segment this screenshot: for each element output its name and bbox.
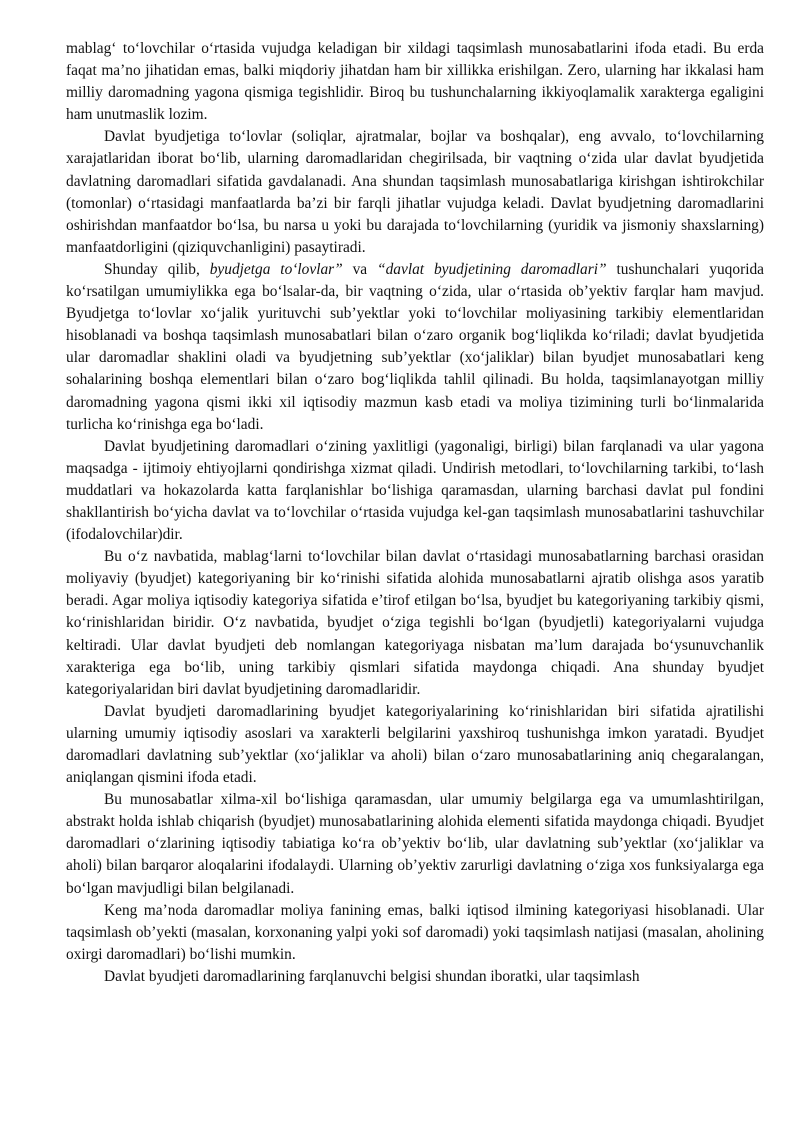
- paragraph-2: [66, 126, 764, 259]
- paragraph-text: Davlat byudjeti daromadlarining farqlanuvchi belgisi shundan iboratki, ular taqsimlash: [104, 967, 640, 985]
- paragraph-text: Bu munosabatlar xilma-xil bo‘lishiga qaramasdan, ular umumiy belgilarga ega va umumlashtirilgan, abstrakt holda ishlab chiqarish (byudjet) munosabatlarining alohida elementi sifatida maydonga chiqadi. Byudjet daromadlari o‘zlarining iqtisodiy tabiatiga ko‘ra ob’yektiv bo‘lib, ular davlatning sub’yektlar (xo‘jaliklar va aholi) bilan barqaror aloqalarini ifodalaydi. Ularning ob’yektiv zarurligi davlatning o‘ziga xos funksiyalarga ega bo‘lgan mavjudligi bilan belgilanadi.: [66, 791, 764, 897]
- paragraph-text: Davlat byudjetiga to‘lovlar (soliqlar, ajratmalar, bojlar va boshqalar), eng avvalo, to‘lovchilarning xarajatlaridan iborat bo‘lib, ularning daromadlaridan chegirilsada, bir vaqtning o‘zida ular davlat byudjetida davlatning daromadlari sifatida gavdalanadi. Ana shundan taqsimlash munosabatlariga kirishgan ishtirokchilar (tomonlar) o‘rtasidagi manfaatlarda ba’zi bir farqli jihatlar vujudga keladi. Davlat byudjetning daromadlarini oshirishdan manfaatdor bo‘lsa, bu narsa u yoki bu darajada to‘lovchilarning (yuridik va jismoniy shaxslarning) manfaatdorligini (qiziquvchanligini) pasaytiradi.: [66, 128, 764, 256]
- paragraph-7: [66, 789, 764, 899]
- paragraph-text: Davlat byudjeti daromadlarining byudjet kategoriyalarining ko‘rinishlaridan biri sifatida ajratilishi ularning umumiy iqtisodiy asoslari va xarakterli belgilarini yaxshiroq tushunishga imkon yaratadi. Byudjet daromadlari davlatning sub’yektlar (xo‘jaliklar va aholi) bilan o‘zaro munosabatlarining aniq chegaralangan, aniqlangan qismini ifoda etadi.: [66, 702, 764, 787]
- paragraph-6: [66, 701, 764, 789]
- paragraph-8: [66, 900, 764, 966]
- paragraph-text: Bu o‘z navbatida, mablag‘larni to‘lovchilar bilan davlat o‘rtasidagi munosabatlarning barchasi orasidan moliyaviy (byudjet) kategoriyaning bir ko‘rinishi sifatida alohida munosabatlarni ajratib olishga asos yaratib beradi. Agar moliya iqtisodiy kategoriya sifatida e’tirof etilgan bo‘lsa, byudjet bu kategoriyaning tarkibiy qismi, ko‘rinishlaridan biridir. O‘z navbatida, byudjet o‘ziga tegishli bo‘lgan (byudjetli) kategoriyalarni vujudga keltiradi. Ular davlat byudjeti deb nomlangan kategoriyaga nisbatan ma’lum darajada bo‘ysunuvchanlik xarakteriga ega bo‘lib, uning tarkibiy qismlari sifatida maydonga chiqadi. Ana shunday byudjet kategoriyalaridan biri davlat byudjetining daromadlaridir.: [66, 548, 764, 698]
- paragraph-text: Shunday qilib,: [104, 260, 210, 278]
- paragraph-3: [66, 259, 764, 436]
- italic-term-davlat-byudjetining-daromadlari: “davlat byudjetining daromadlari”: [377, 260, 607, 278]
- paragraph-text: va: [342, 260, 378, 278]
- paragraph-9: [66, 966, 764, 988]
- paragraph-4: [66, 436, 764, 546]
- paragraph-1: [66, 38, 764, 126]
- paragraph-text: Davlat byudjetining daromadlari o‘zining yaxlitligi (yagonaligi, birligi) bilan farqlanadi va ular yagona maqsadga - ijtimoiy ehtiyojlarni qondirishga xizmat qiladi. Undirish metodlari, to‘lovchilarning tarkibi, to‘lash muddatlari va hokazolarda katta farqlanishlar bo‘lishiga qaramasdan, ularning barchasi davlat pul fondini shakllantirish bo‘yicha davlat va to‘lovchilar o‘rtasida vujudga kel-gan taqsimlash munosabatlarini tashuvchilar (ifodalovchilar)dir.: [66, 437, 764, 544]
- italic-term-byudjetga-tolovlar: byudjetga to‘lovlar”: [209, 260, 343, 278]
- paragraph-text: Keng ma’noda daromadlar moliya fanining emas, balki iqtisod ilmining kategoriyasi hisoblanadi. Ular taqsimlash ob’yekti (masalan, korxonaning yalpi yoki sof daromadi) yoki taqsimlash natijasi (masalan, aholining oxirgi daromadlari) bo‘lishi mumkin.: [66, 901, 764, 963]
- document-page: [66, 38, 764, 988]
- paragraph-text: mablag‘ to‘lovchilar o‘rtasida vujudga keladigan bir xildagi taqsimlash munosabatlarini ifoda etadi. Bu erda faqat ma’no jihatidan emas, balki miqdoriy jihatdan ham bir xillikka erishilgan. Zero, ularning har ikkalasi ham milliy daromadning yagona qismiga tegishlidir. Biroq bu tushunchalarning ikkiyoqlamalik xarakterga egaligini ham unutmaslik lozim.: [66, 40, 764, 124]
- paragraph-text: tushunchalari yuqorida ko‘rsatilgan umumiylikka ega bo‘lsalar-da, bir vaqtning o‘zida, ular o‘rtasida ob’yektiv farqlar ham mavjud. Byudjetga to‘lovlar xo‘jalik yurituvchi sub’yektlar yoki to‘lovchilar moliyasining tarkibiy elementlaridan hisoblanadi va boshqa taqsimlash munosabatlari bilan o‘zaro organik bog‘liqlikda ko‘riladi; davlat byudjetida ular daromadlar shaklini oladi va byudjetning sub’yektlar (xo‘jaliklar) bilan byudjet munosabatlari keng sohalarining boshqa elementlari bilan o‘zaro bog‘liqlikda tahlil qilinadi. Bu holda, taqsimlanayotgan milliy daromadning yagona qismi ikki xil iqtisodiy mazmun kasb etadi va moliya tizimining turli bo‘linmalarida turlicha ko‘rinishga ega bo‘ladi.: [66, 260, 764, 433]
- paragraph-5: [66, 546, 764, 701]
